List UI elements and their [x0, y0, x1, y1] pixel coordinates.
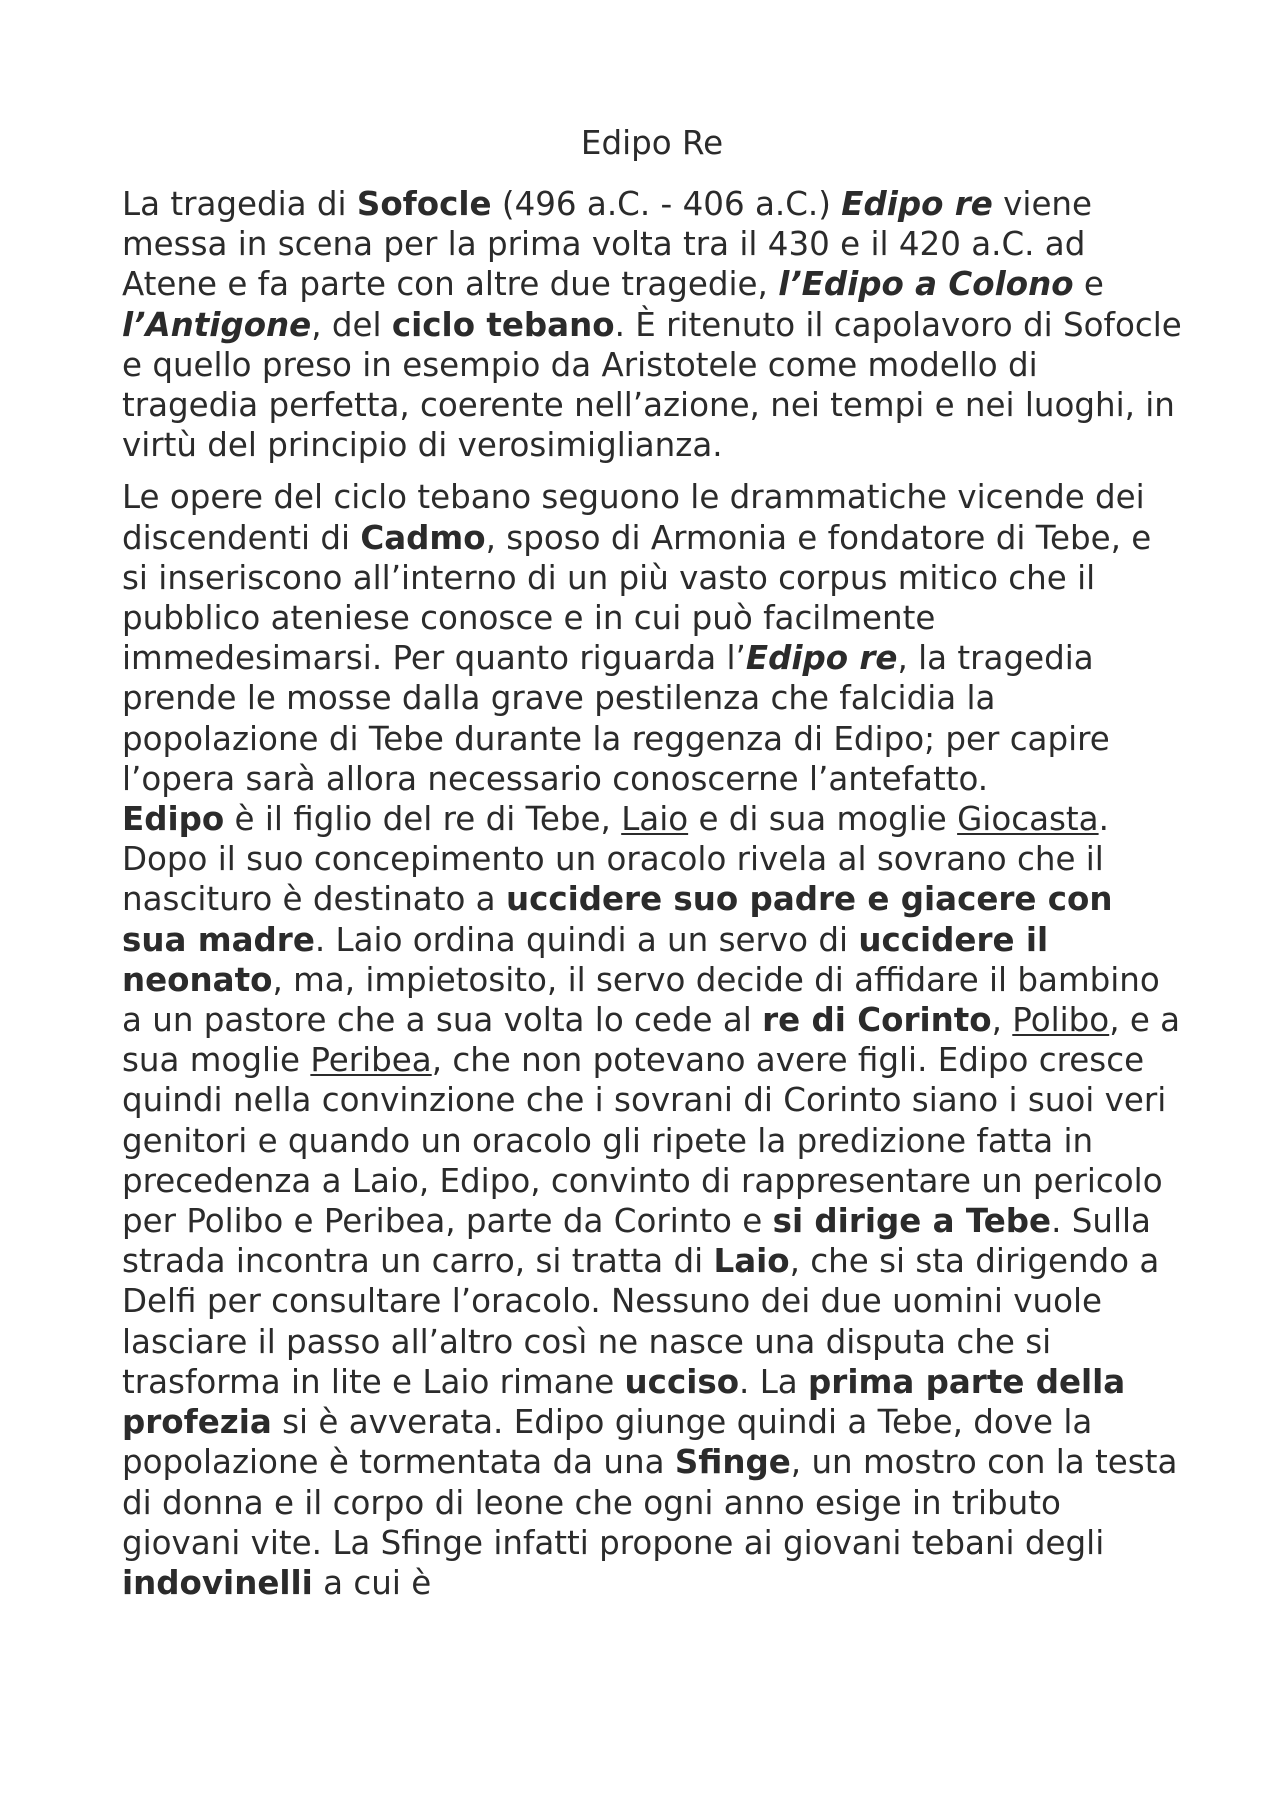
text-run: . La	[739, 1362, 809, 1401]
document-page	[122, 118, 1182, 1603]
text-run: , che si sta dirigendo a Delfi per consultare l’oracolo. Nessuno dei due uomini vuole lasciare il passo all’altro così ne nasce una disputa che si trasforma in lite e Laio rimane	[122, 1242, 1160, 1401]
text-run: , ma, impietosito, il servo decide di affidare il bambino a un pastore che a sua volta lo cede al	[122, 960, 1160, 1040]
emphasis-text: uccidere il neonato	[122, 920, 1049, 999]
underlined-name: Laio	[621, 800, 689, 839]
text-run: ,	[991, 1001, 1013, 1040]
text-run: . Dopo il suo concepimento un oracolo rivela al sovrano che il nascituro è destinato a	[122, 800, 1109, 919]
underlined-name: Polibo	[1012, 1001, 1110, 1040]
emphasis-text: l’Antigone	[122, 305, 312, 344]
text-run: , la tragedia prende le mosse dalla grave pestilenza che falcidia la popolazione di Tebe durante la reggenza di Edipo; per capire l’opera sarà allora necessario conoscerne l’antefatto.	[122, 639, 1110, 798]
emphasis-text: uccidere suo padre e giacere con sua madre	[122, 880, 1113, 959]
emphasis-text: Sofocle	[356, 185, 492, 223]
emphasis-text: l’Edipo a Colono	[778, 265, 1074, 304]
emphasis-text: Edipo	[122, 800, 225, 839]
document-title: Edipo Re	[580, 124, 724, 162]
emphasis-text: Sfinge	[674, 1443, 791, 1482]
text-run: , che non potevano avere figli. Edipo cresce quindi nella convinzione che i sovrani di Corinto siano i suoi veri genitori e quando un oracolo gli ripete la predizione fatta in precedenza a Laio, Edipo, convinto di rappresentare un pericolo per Polibo e Peribea, parte da Corinto e	[122, 1041, 1167, 1241]
text-run: viene messa in scena per la prima volta tra il 430 e il 420 a.C. ad Atene e fa parte con altre due tragedie,	[122, 185, 1093, 304]
text-run: , sposo di Armonia e fondatore di Tebe, e si inseriscono all’interno di un più vasto corpus mitico che il pubblico ateniese conosce e in cui può facilmente immedesimarsi. Per quanto riguarda l’	[122, 518, 1152, 678]
emphasis-text: Laio	[713, 1242, 790, 1281]
text-run: e	[1073, 265, 1104, 304]
text-run: Le opere del ciclo tebano seguono le drammatiche vicende dei discendenti di	[122, 478, 1145, 557]
emphasis-text: Cadmo	[360, 518, 486, 557]
text-run: , del	[311, 305, 392, 344]
emphasis-text: ciclo tebano	[391, 305, 615, 344]
text-run: . Sulla strada incontra un carro, si tratta di	[122, 1202, 1151, 1281]
emphasis-text: prima parte della profezia	[122, 1362, 1126, 1442]
paragraph-ciclo-tebano	[122, 477, 1182, 799]
emphasis-text: Edipo re	[745, 639, 898, 678]
text-run: e di sua moglie	[688, 800, 958, 839]
text-run: La tragedia di	[122, 185, 357, 223]
text-run: a cui è	[312, 1563, 432, 1602]
emphasis-text: si dirige a Tebe	[772, 1202, 1052, 1241]
text-run: (496 a.C. - 406 a.C.)	[491, 185, 842, 223]
paragraph-edipo-story	[122, 799, 1182, 1603]
paragraph-intro	[122, 184, 1182, 465]
text-run: si è avverata. Edipo giunge quindi a Tebe, dove la popolazione è tormentata da una	[122, 1403, 1093, 1482]
text-run: , un mostro con la testa di donna e il corpo di leone che ogni anno esige in tributo giovani vite. La Sfinge infatti propone ai giovani tebani degli	[122, 1443, 1178, 1562]
underlined-name: Peribea	[310, 1041, 432, 1080]
text-run: . È ritenuto il capolavoro di Sofocle e quello preso in esempio da Aristotele come modello di tragedia perfetta, coerente nell’azione, nei tempi e nei luoghi, in virtù del principio di verosimiglianza.	[122, 305, 1182, 465]
document-body	[122, 184, 1182, 1603]
underlined-name: Giocasta	[957, 800, 1099, 839]
emphasis-text: ucciso	[624, 1362, 740, 1401]
text-run: , e a sua moglie	[122, 1001, 1181, 1080]
text-run: . Laio ordina quindi a un servo di	[314, 920, 859, 959]
emphasis-text: indovinelli	[122, 1563, 313, 1602]
text-run: è il figlio del re di Tebe,	[224, 800, 622, 839]
emphasis-text: Edipo re	[841, 185, 993, 223]
emphasis-text: re di Corinto	[762, 1001, 992, 1040]
